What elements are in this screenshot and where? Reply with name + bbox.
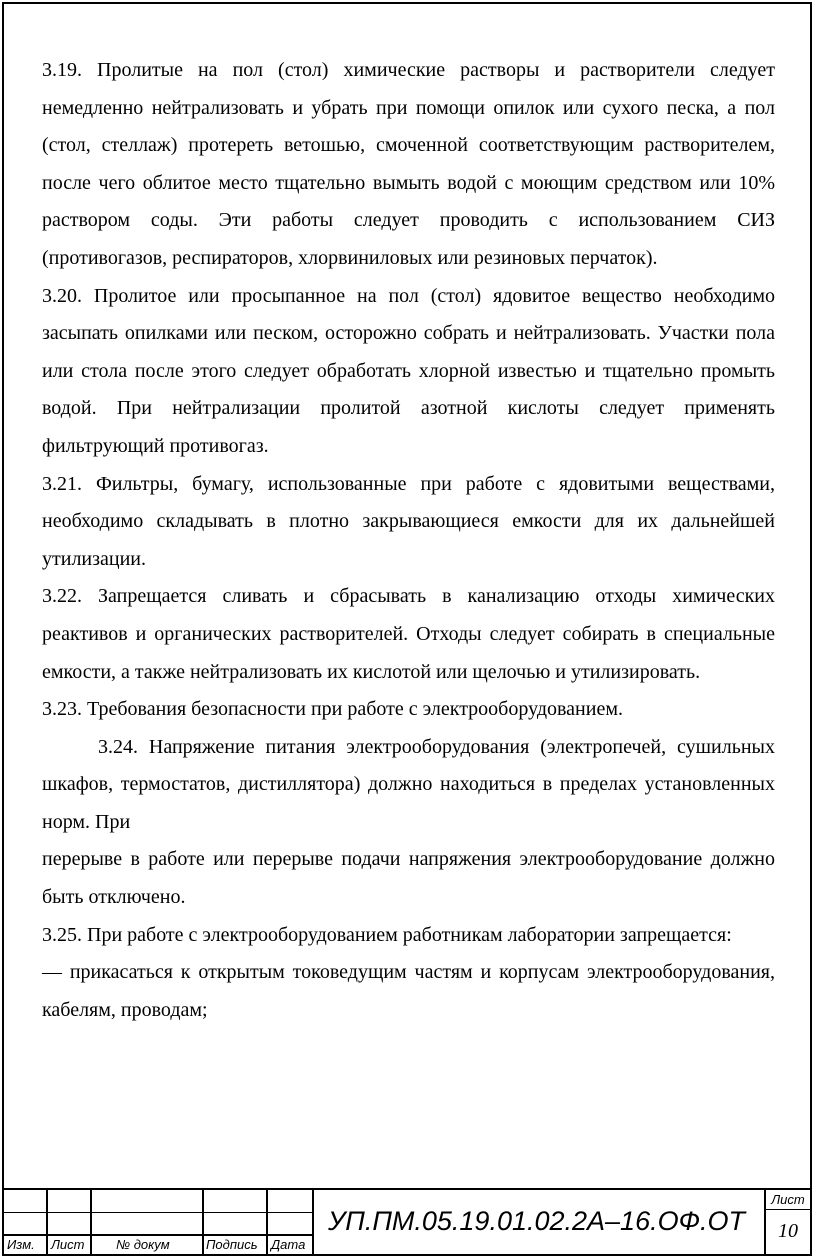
paragraph-3-22: 3.22. Запрещается сливать и сбрасывать в канализацию отходы химических реактивов и органических растворителей. Отходы следует собирать в специальные емкости, а также нейтрализовать их кислотой или щелочью и утилизировать.: [42, 585, 775, 683]
paragraph-3-24-continued: перерыве в работе или перерыве подачи напряжения электрооборудование должно быть отключено.: [42, 848, 775, 909]
stamp-label-sign: Подпись: [206, 1237, 258, 1252]
title-block-stamp: [2, 1188, 812, 1256]
document-code: УП.ПМ.05.19.01.02.2А–16.ОФ.ОТ: [328, 1206, 746, 1236]
stamp-cell-date: [268, 1190, 314, 1256]
paragraph-3-23: 3.23. Требования безопасности при работе с электрооборудованием.: [42, 698, 623, 721]
stamp-cell-list: [48, 1190, 92, 1256]
stamp-label-doc: № докум: [116, 1237, 170, 1252]
paragraph-3-21: 3.21. Фильтры, бумагу, использованные при работе с ядовитыми веществами, необходимо складывать в плотно закрывающиеся емкости для их дальнейшей утилизации.: [42, 472, 775, 570]
document-body: [42, 52, 775, 1029]
stamp-label-date: Дата: [271, 1237, 306, 1252]
paragraph-3-20: 3.20. Пролитое или просыпанное на пол (стол) ядовитое вещество необходимо засыпать опилками или песком, осторожно собрать и нейтрализовать. Участки пола или стола после этого следует обработать хлорной известью и тщательно промыть водой. При нейтрализации пролитой азотной кислоты следует применять фильтрующий противогаз.: [42, 284, 775, 457]
sheet-number-box: [764, 1190, 810, 1256]
paragraph-3-24: 3.24. Напряжение питания электрооборудования (электропечей, сушильных шкафов, термостатов, дистиллятора) должно находиться в пределах установленных норм. При: [42, 735, 775, 833]
stamp-cell-izm: [2, 1190, 48, 1256]
stamp-cell-sign: [204, 1190, 268, 1256]
paragraph-3-25: 3.25. При работе с электрооборудованием работникам лаборатории запрещается:: [42, 923, 732, 946]
sheet-number: 10: [778, 1220, 798, 1242]
sheet-label: Лист: [766, 1192, 810, 1210]
stamp-label-izm: Изм.: [7, 1237, 35, 1252]
stamp-label-list: Лист: [51, 1237, 85, 1252]
stamp-cell-doc: [92, 1190, 204, 1256]
paragraph-3-19: 3.19. Пролитые на пол (стол) химические растворы и растворители следует немедленно нейтрализовать и убрать при помощи опилок или сухого песка, а пол (стол, стеллаж) протереть ветошью, смоченной соответствующим растворителем, после чего облитое место тщательно вымыть водой с моющим средством или 10% раствором соды. Эти работы следует проводить с использованием СИЗ (противогазов, респираторов, хлорвиниловых или резиновых перчаток).: [42, 59, 775, 269]
paragraph-list-item: — прикасаться к открытым токоведущим частям и корпусам электрооборудования, кабелям, проводам;: [42, 961, 775, 1021]
